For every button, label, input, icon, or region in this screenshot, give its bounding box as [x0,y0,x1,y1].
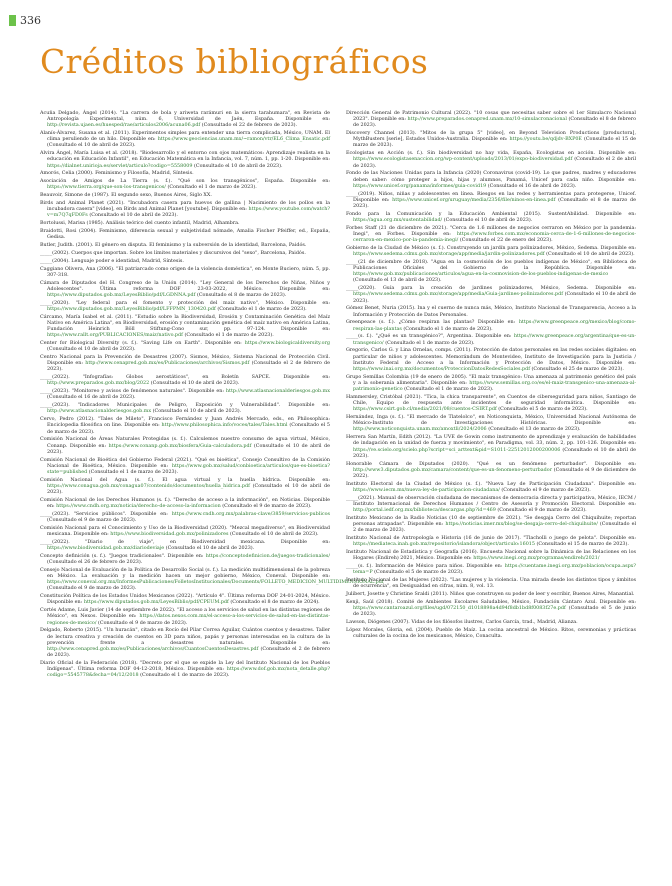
reference-link[interactable]: https://www.diputados.gob.mx/LeyesBiblio/pdf/LFFPMN_130420.pdf [47,306,216,312]
reference-link[interactable]: https://www.coneval.org.mx/InformesPublicaciones/FolletosInstitucionales/Documents/FOLLETO_MEDICION_MULTIDIMENSIONAL.pdf [47,579,384,586]
reference-link[interactable]: https://www.unicef.org/panama/informes/guia-covid19 [353,182,487,189]
reference-link[interactable]: http://www.noticonquista.unam.mx/amoxtli/2024/2006 [353,426,487,433]
reference-entry [346,245,636,257]
reference-link[interactable]: https://www.youtube.com/watch?v=m7Q7qFD0Fs [47,206,330,219]
reference-consulted-note: (Consultado el 9 de marzo de 2023). [501,486,591,493]
reference-consulted-note: (Consultado el 2 de febrero de 2023). [47,645,330,659]
reference-consulted-note: (Consultado el 10 de abril de 2023). [353,291,636,304]
reference-entry [346,374,636,392]
reference-text: Alanís-Álvarez, Susana et al. (2011). Experimentos simples para entender una tierra complicada, México, UNAM. El clima peruliendo de un hilo. Disponible en: [40,130,330,143]
reference-entry [40,416,330,434]
reference-link[interactable]: https://www.greenpeace.org/mexico/blog/como-respiran-las-plantas [353,319,636,332]
reference-entry [40,354,330,372]
reference-text: Caggiano Olivera, Ana (2006). "El patriarcado como origen de la violencia doméstica", en Monte Buciero, núm. 5, pp. 307-318. [40,265,330,278]
reference-text: Birds and Animal Planet (2021). "Incubadora casera para huevos de gallina | Nacimiento de los pollos en la incubadora casera" [video], en Birds and Animal Planet [youtube]. Disponible en: [40,200,330,213]
reference-text: Beauvoir, Simone de (1987). El segundo sexo, Buenos Aires, Siglo XX. [40,192,212,199]
reference-text: Gómez Benet, Nuria (2015). Ina y el cuerno de nunca más, México, Instituto Nacional de Transparencia, Acceso a la Información y Protección de Datos Personales. [346,305,636,318]
reference-consulted-note: (Consultado el 26 de febrero de 2023). [47,559,143,566]
reference-entry [40,593,330,605]
reference-text: Comisión Nacional de los Derechos Humanos (s. f.). "Derecho de acceso a la información", en Noticias. Disponible en: [40,496,330,510]
reference-text: Fondo de las Naciones Unidas para la Infancia (2020) Coronavirus (covid-19). Lo que padres, madres y educadores deben saber: cómo proteger a hijos, hijas y alumnos, Panamá, Unicef para cada niño. Disponible en: [346,170,636,183]
reference-entry [346,211,636,223]
reference-entry [346,130,636,148]
reference-entry [40,150,330,168]
reference-entry [40,314,330,339]
reference-text: Forbes Staff (21 de diciembre de 2021). "Cerca de 1.6 millones de negocios cerraron en México por la pandemia: Inegi", en Forbes. Disponible en: [346,224,636,237]
reference-link[interactable]: http://portal.iedf.org.mx/biblioteca/descargas.php?id=469 [353,506,496,513]
reference-text: Asociación de Amigos de La Tierra (s. f.). "Qué son los transgénicos", España. Disponible en: [40,178,330,185]
reference-link[interactable]: https://www.dof.gob.mx/nota_detalle.php?codigo=5545778&fecha=04/12/2018 [47,666,330,679]
reference-entry [40,539,330,551]
reference-consulted-note: (Consultado el 10 de abril de 2023). [47,482,330,496]
reference-consulted-note: (Consultado el 9 de marzo de 2023). [222,503,312,510]
reference-entry [40,511,330,523]
reference-consulted-note: (Consultado el 2 de febrero de 2023). [47,360,331,373]
reference-entry [346,333,636,345]
reference-text: Hammersley, Cristóbal (2021). "Tica, la chica transparente", en Cuentos de ciberseguridad para niños, Santiago de Chile, Equipo de respuesta ante incidentes de seguridad informática. Disponible en: [346,393,636,407]
reference-link[interactable]: https://www.cndh.org.mx/noticia/derecho-de-acceso-la-informacion [56,503,221,510]
reference-text: Gregorio, Carlos G. y Lina Ornelas, comps. (2011). Protección de datos personales en las redes sociales digitales: en particular de niños y adolescentes. Memorándum de Montevideo, Instituto de Investigación para la Justicia / Instituto Federal de Acceso a la Información y Protección de Datos, México. Disponible en: [346,347,636,366]
reference-text: Comisión Nacional de Bioética del Gobierno Federal (2021). "Qué es bioética", Consejo Consultivo de la Comisión Nacional de Bioética, México. Disponible en: [40,456,330,469]
reference-link[interactable]: https://www.biodiversidad.gob.mx/diariodeviaje [47,545,165,552]
reference-entry [40,280,330,298]
reference-link[interactable]: https://datos.nexos.com.mx/el-acceso-a-los-servicios-de-salud-en-las-distintas-regiones-de-mexico/ [47,613,330,626]
reference-entry [40,497,330,509]
reference-text: _____(2023). "Indicadores Municipales de Peligro, Exposición y Vulnerabilidad". Disponible en: [40,402,330,409]
reference-link[interactable]: https://www.conanp.gob.mx/biosfera/Guia-calculadora.pdf [108,442,252,449]
reference-text: _____(2022). "Diario de viaje", en Biodiversidad mexicana. Disponible en: [40,538,330,545]
reference-consulted-note: (Consultado el 1 de marzo de 2023). [140,672,230,679]
reference-text: Cortés Adame, Luis Javier (14 de septiembre de 2022). "El acceso a los servicios de salud en las distintas regiones de México", en Nexos. Disponible en: [40,607,330,620]
reference-text: Instituto Nacional de las Mujeres (2022). "Las mujeres y la violencia. Una mirada desde los distintos tipos y ámbitos de ocurrencia", en Desigualdad en cifras, núm. 8, vol. 13. [346,576,636,590]
reference-consulted-note: (Consultado el 10 de abril de 2023). [47,442,330,455]
reference-link[interactable]: https://www.biodiversidad.gob.mx/polinizadores [110,531,229,538]
reference-consulted-note: (Consultado el 13 de abril de 2023). [353,277,442,284]
reference-entry [40,170,330,176]
reference-text: _____(2019). Niños, niñas y adolescentes en línea. Riesgos en las redes y herramientas para protegerse, Unicef. Disponible en: [346,190,636,203]
reference-entry [346,150,636,168]
reference-text: Hernández, Inga (s. f.). "El mercado de Tlatelolco", en Noticonquista, México, Universidad Nacional Autónoma de México-Instituto de Investigaciones Históricas. Disponible en: [346,414,636,427]
reference-text: Julibert, Josette y Christine Sraldi (2011). Niños que construyen su poder de leer y escribir, Buenos Aires, Manantial. [346,590,635,597]
reference-consulted-note: (Consultado el 5 de junio de 2023). [353,604,637,618]
reference-link[interactable]: http://www.preparados.gob.mx/blog/2022 [47,380,150,387]
reference-entry [40,607,330,625]
references-column-left [40,110,384,880]
references-columns [40,110,636,880]
reference-link[interactable]: https://www.sedema.cdmx.gob.mx/storage/app/media/Guia-jardines-polinizadores.pdf [353,291,563,298]
reference-link[interactable]: https://ve.scielo.org/scielo.php?script=sci_arttext&pid=S1011-22512012000200006 [353,446,561,453]
reference-consulted-note: (Consultado el 5 de marzo de 2023). [374,569,464,576]
reference-text: Gobierno de la Ciudad de México (s. f.). Construyendo un jardín para polinizadores, México, Sedema. Disponible en: [346,244,636,251]
reference-entry [40,178,330,190]
reference-entry [346,170,636,188]
reference-text: _____(21 de diciembre de 2018). "Agua en la cosmovisión de los pueblos indígenas de México", en Biblioteca de Publicaciones Oficiales del Gobierno de la República. Disponible en: [346,258,636,272]
reference-entry [346,619,636,625]
reference-text: Instituto Mexicano de la Radio Noticias (10 de septiembre de 2021). "Se desgaja Cerro del Chiquihuite; reportan personas atrapadas". Disponible en: [346,514,636,527]
reference-link[interactable]: http://www3.diputados.gob.mx/camara/content/que-es-un-fenomeno-perturbador [353,466,553,473]
reference-consulted-note: (Consultado el 5 de marzo de 2023). [47,422,330,435]
reference-consulted-note: (Consultado el 10 de abril de 2023). [230,531,319,538]
reference-link[interactable]: https://www.sedema.cdmx.gob.mx/storage/app/media/jardin-polinizadores.pdf [353,251,545,258]
reference-entry [346,535,636,547]
reference-entry [40,436,330,454]
reference-entry [346,414,636,432]
reference-text: Comisión Nacional del Agua (s. f.). El agua virtual y la huella hídrica. Disponible en: [40,476,330,483]
reference-text: Greenpeace (s. f.). ¿Cómo respiran las plantas? Disponible en: [346,319,516,326]
reference-entry [346,259,636,284]
reference-text: _____(s. f.). "¿Qué es un transgénico?", Argentina. Disponible en: [346,333,512,340]
reference-entry [40,374,330,386]
reference-text: Comisión Nacional de Áreas Naturales Protegidas (s. f.). Calculemos nuestro consumo de agua virtual, México, Conanp. Disponible en: [40,436,330,449]
reference-entry [346,481,636,493]
reference-entry [40,130,330,148]
reference-entry [40,553,330,565]
reference-entry [40,220,330,226]
reference-consulted-note: (Consultado el 22 de febrero de 2023). [201,122,298,129]
page-header [9,14,41,27]
reference-entry [346,225,636,243]
reference-text: Ecologistas en Acción (s. f.). Sin biodiversidad no hay vida, España, Ecologistas en acción. Disponible en: [346,150,636,157]
reference-text: _____(2004). Lenguaje poder e identidad, Madrid, Síntesis. [40,257,184,264]
reference-link[interactable]: https://www.geociencias.unam.mx/~ramon/vtr/EL6_Clima_Ensatic.pdf [157,136,330,143]
reference-link[interactable]: https://www.forbes.com.mx/economia-cerca-de-1-6-millones-de-negocios-cerraron-en-mexico-por-la-pandemia-inegi/ [353,230,636,244]
reference-entry [40,258,330,264]
reference-text: Concepto definición (s. f.). "Juegos tradicionales". Disponible en: [40,552,204,559]
reference-entry [346,110,636,128]
reference-consulted-note: (Consultado el 15 de marzo de 2023). [536,541,629,548]
reference-consulted-note: (Consultado el 15 de marzo de 2023). [353,136,636,149]
reference-link[interactable]: https://www.csirt.gob.cl/media/2021/08/cuentos-CSIRT.pdf [353,406,497,413]
reference-entry [346,285,636,303]
reference-entry [40,200,330,218]
reference-consulted-note: (Consultado el 10 de abril de 2023). [165,545,255,552]
reference-link[interactable]: https://www.cantaroazul.org/files/ugd/072150_d1018898a4d94f8db1bd8f0083f27e.pdf [353,604,566,611]
reference-entry [346,495,636,513]
reference-link[interactable]: https://www.greenpeace.org/argentina/que-es-un-transgenico/ [353,333,637,346]
reference-link[interactable]: https://www.iecm.mx/nueva-ley-de-participacion-ciudadana/ [353,486,500,493]
reference-consulted-note: (Consultado el 10 de abril de 2023). [152,408,242,415]
reference-consulted-note: (Consultado el 9 de marzo de 2023). [497,506,587,513]
reference-entry [40,192,330,198]
reference-consulted-note: (Consultado el 8 de marzo de 2024). [230,599,320,606]
reference-entry [40,402,330,414]
reference-link[interactable]: https://www.semillas.org.co/es/el-maiz-transgenico-una-amenaza-al-patrimonio-genetico [353,379,636,393]
reference-text: Instituto Nacional de Antropología e Historia (16 de junio de 2017). "Tlacholli o juego de pelota". Disponible en: [346,534,636,541]
reference-entry [40,477,330,495]
reference-consulted-note: (Consultado el 1 de marzo de 2023). [88,468,179,475]
reference-link[interactable]: https://www.ecologistasenaccion.org/wp-content/uploads/2013/01/expo-biodiversidad.pdf [353,156,573,163]
reference-entry [40,660,330,678]
reference-text: Kenji, Saúl (2018). Comité de Ambientes Escolares Saludables, México, Fundación Cántaro Azul. Disponible en: [346,598,636,605]
reference-consulted-note: (Consultado el 10 de abril de 2023). [353,446,636,459]
reference-consulted-note: (Consultado el 8 de marzo de 2023). [353,196,637,209]
reference-entry [40,250,330,256]
reference-entry [346,461,636,479]
reference-text: Comisión Nacional para el Conocimiento y Uso de la Biodiversidad (2020). "Mezcal megadiverso", en Biodiversidad mexicana. Disponible en: [40,524,330,538]
reference-text: Amorós, Celia (2000). Feminismo y Filosofía, Madrid, Síntesis. [40,170,194,177]
reference-text: Center for Biological Diversity (s. f.). "Saving Life on Earth". Disponible en: [40,340,242,347]
page-number: 336 [20,14,41,27]
reference-text: _____(s. f.). Información de México para niños. Disponible en: [346,562,503,569]
reference-entry [40,242,330,248]
reference-link[interactable]: https://www.unicef.org/uruguay/media/2356/file/ninos-en-linea.pdf [392,196,556,203]
reference-link[interactable]: https://dialnet.unirioja.es/servlet/articulo?codigo=5558009 [47,162,193,169]
reference-link[interactable]: https://mediateca.inah.gob.mx/repositorio/islandora/object/articulo:16015 [353,541,535,548]
reference-entry [346,434,636,459]
reference-text: Instituto Electoral de la Ciudad de México (s. f.). "Nueva Ley de Participación Ciudadana". Disponible en: [346,480,636,487]
reference-entry [346,347,636,372]
page-title: Créditos bibliográficos [40,42,429,81]
reference-text: López Morales, Gloria, ed. (2004). Pueblo de Maíz. La cocina ancestral de México. Ritos, ceremonias y prácticas culturales de la cocina de los mexicanos, México, Conaculta. [346,626,636,639]
reference-link[interactable]: https://www.diputados.gob.mx/LeyesBiblio/pdf/LGDNNA.pdf [47,292,196,298]
reference-text: Grupo Semillas Colombia (19 de enero de 2005). "El maíz transgénico: Una amenaza al patrimonio genético del país y a la soberanía alimentaria". Disponible en: [346,373,636,386]
reference-link[interactable]: https://youtu.be/qdjdv-BXP0E [509,136,582,143]
reference-text: Consejo Nacional de Evaluación de la Política de Desarrollo Social (s. f.). La medición multidimensional de la pobreza en México. La evaluación y la medición hacen un mejor gobierno, México, Coneval. Disponible en: [40,566,330,580]
reference-consulted-note: (Consultado el 2 de marzo de 2023). [353,520,637,534]
reference-entry [346,515,636,533]
reference-text: Acuña Delgado, Ángel (2014). "La carrera de bola y ariweta rarámuri en la sierra tarahumara", en Revista de Antropología Experimental, núm. 6, Universidad de Jaén, España. Disponible en: [40,110,330,123]
reference-entry [346,305,636,317]
reference-entry [346,599,636,617]
page-marker [9,15,16,26]
reference-consulted-note: (Consultado el 1 de marzo de 2023). [184,332,274,339]
reference-link[interactable]: https://www.gob.mx/salud/conbioetica/articulos/que-es-bioetica?state=published [47,462,330,475]
reference-entry [346,191,636,209]
reference-consulted-note: (Consultado el 10 de abril de 2023). [546,251,635,258]
reference-consulted-note: (Consultado el 10 de abril de 2023). [194,162,283,169]
reference-consulted-note: (Consultado el 1 de marzo de 2023). [404,386,494,393]
reference-entry [346,577,636,589]
reference-text: Discovery Channel (2013). "Mitos de la grupa 5" [video], en Beyond Television Productions [productora], MythBusters [serie], Estados Unidos-Australia. Disponible en: [346,130,636,143]
reference-entry [40,228,330,240]
reference-text: Braidotti, Rosi (2004). Feminismo, diferencia sexual y subjetividad nómade, Amalia Fischer Pfeiffer, ed., España, Gedisa. [40,228,330,241]
reference-entry [40,525,330,537]
reference-consulted-note: (Consultado el 10 de abril de 2023). [89,212,178,219]
reference-entry [40,300,330,312]
reference-link[interactable]: https://www.biologicaldiversity.org [244,340,330,347]
reference-entry [40,110,330,128]
reference-link[interactable]: https://www.diputados.gob.mx/LeyesBiblio/pdf/CPEUM.pdf [83,599,229,606]
reference-link[interactable]: https://noticias.imer.mx/blog/se-desgaja-cerro-del-chiquihuite/ [445,520,598,527]
reference-consulted-note: (Consultado el 10 de abril de 2023). [47,142,136,149]
references-column-right [346,110,636,880]
reference-link[interactable]: https://www.tierra.org/que-son-los-transgenicos/ [47,184,166,191]
reference-text: Centro Nacional para la Prevención de Desastres (2007). Sismos, México, Sistema Nacional de Protección Civil. Disponible en: [40,354,330,367]
reference-entry [346,394,636,412]
reference-text: _____(2020). Guía para la creación de jardines polinizadores, México, Sedema. Disponible en: [346,285,636,292]
reference-consulted-note: (Consultado el 5 de marzo de 2023). [498,406,588,413]
reference-link[interactable]: https://www.gob.mx/publicaciones/articulos/agua-en-la-cosmovision-de-los-pueblos-indigenas-de-mexico [353,271,609,278]
reference-entry [40,566,384,592]
reference-text: _____(2020). "Ley federal para el fomento y protección del maíz nativo", México. Disponible en: [40,299,330,306]
reference-text: _____(2021). Manual de observación ciudadana de mecanismos de democracia directa y participativa, México, IECM / Instituto Internacional de Derechos Humanos / Centro de Asesoría y Promoción Electoral. Disponible en: [346,494,636,507]
reference-text: Dirección General de Patrimonio Cultural (2022). "10 cosas que necesitas saber sobre el 1er Simulacro Nacional 2023". Disponible en: [346,110,636,123]
reference-link[interactable]: https://www.inegi.org.mx/programas/endireh/2021/ [473,555,600,562]
reference-consulted-note: (Consultado el 1 de marzo de 2023). [167,184,257,191]
reference-link[interactable]: https://www.conagua.gob.mx/conagua07/contenido/documentos/huella_hidrica.pdf [47,482,250,489]
reference-link[interactable]: http://www.preparados.cenapred.unam.mx/10-simulacronacional [407,116,567,123]
reference-link[interactable]: http://www.philosophica.info/voces/tales/Tales.html [161,422,288,429]
reference-link[interactable]: http://www.cenapred.gob.mx/es/Publicaciones/archivos/Sismos.pdf [85,360,250,367]
reference-link[interactable]: http://www.cenapred.gob.mx/es/Publicaciones/archivos/CuantosCuentosDesastres.pdf [47,645,259,652]
reference-text: Cárcamo, María Isabel et al. (2011). "Estudio sobre la Biodiversidad, Erosión y Contaminación Genética del Maíz Nativo en América Latina", en Biodiversidad, erosión y contaminación genética del maíz nativo en América Latina, Fundación Heinrich Böll Stiftung-Cono sur, pp. 97-124. Disponible en: [40,313,330,333]
reference-consulted-note: (Consultado el 8 de febrero de 2023). [353,116,636,129]
reference-entry [40,627,330,658]
reference-text: Bortolussi, Marisa (1985). Análisis teórico del cuento infantil, Madrid, Alhambra. [40,220,240,227]
reference-text: _____(2023). "Servicios públicos". Disponible en: [40,510,168,517]
reference-consulted-note: (Consultado el 8 de marzo de 2023). [196,292,287,298]
reference-text: Honorable Cámara de Diputados (2020). "Qué es un fenómeno perturbador". Disponible en: [346,460,636,467]
reference-consulted-note: (Consultado el 2 de abril de 2023). [353,156,636,169]
reference-text: Herrera San Martín, Edith (2012). "La UVE de Gowin como instrumento de aprendizaje y evaluación de habilidades de indagación en la unidad de fuerza y movimiento", en Paradigma, vol. 33, núm. 2, pp. 101-126. Disponible en: [346,434,636,447]
reference-text: Diario Oficial de la Federación (2018). "Decreto por el que se expide la Ley del Instituto Nacional de los Pueblos Indígenas". Última reforma DOF 04-12-2018, México. Disponible en: [40,659,330,673]
reference-consulted-note: (Consultado el 10 de abril de 2023). [443,216,533,223]
reference-entry [40,388,330,400]
reference-link[interactable]: https://cuentame.inegi.org.mx/poblacion/ocupa.aspx?tema=P [353,562,636,576]
reference-consulted-note: (Consultado el 10 de abril de 2023). [150,380,240,387]
reference-consulted-note: (Consultado el 22 de enero del 2023). [459,237,553,244]
reference-text: _____(2022). "Infografías: Globos aerostáticos", en Boletín SAPCE. Disponible en: [40,374,330,381]
reference-text: Alvira Ángel, María Luisa et al. (2018). "Biodesarrollo y el entorno con ojos matemáticos: Aprendizaje realista en la educación en Educación Infantil", en Educación Matemática en la Infancia, vol. 7, núm. 1, pp. 1-20. Disponible en: [40,150,330,163]
reference-consulted-note: (Consultado el 1 de marzo de 2023). [217,306,307,312]
reference-consulted-note: (Consultado el 10 de abril de 2023). [47,346,136,353]
reference-link[interactable]: https://www.cndh.org.mx/palabras-clave/3859/servicios-publicos [171,510,330,517]
reference-entry [40,266,330,278]
reference-text: Cervo, Pedro (2012). "Tales de Mileto", Francisco Fernández y Juan Andrés Mercado, eds., en Philosophica: Enciclopedia filosófica on line. Disponible en: [40,416,330,429]
reference-link[interactable]: https://agua.org.mx/sustentabilidad/ [353,216,443,223]
reference-entry [346,549,636,561]
reference-consulted-note: (Consultado el 1 de marzo de 2023). [403,325,493,332]
reference-consulted-note: (Consultado el 13 de marzo de 2023). [488,426,581,433]
reference-link[interactable]: http://revista.ujaen.es/huesped/rae/articulos2006/acuna06.pdf [47,122,201,129]
reference-entry [346,591,636,597]
reference-consulted-note: (Consultado el 16 de abril de 2023). [487,182,577,189]
reference-text: _____(2023). "Monitoreo y avisos de fenómenos naturales". Disponible en: [40,388,224,395]
reference-consulted-note: (Consultado el 16 de abril de 2023). [47,394,136,401]
reference-text: Lawson, Diógenes (2007). Vidas de los filósofos ilustres, Carlos García, trad., Madrid, Alianza. [346,618,578,625]
reference-text: Delgado, Roberto (2015). "Un huracán", citado en Rocío del Pilar Correa Aguilar, Cuántos cuentos y desastres. Taller de lectura creativa y creación de cuentos en 3D para niños, papás y personas interesadas en la cultura de la prevención frente a desastres naturales. Disponible en: [40,627,330,646]
reference-link[interactable]: https://www.rallt.org/PUBLICACIONES/maiz/nativo.pdf [47,332,183,339]
reference-link[interactable]: https://www.inai.org.mx/documentos/ProteccionDatosRedesSociales.pdf [353,365,530,372]
reference-consulted-note: (Consultado el 25 de marzo de 2023). [531,365,624,372]
reference-entry [40,457,330,475]
reference-consulted-note: (Consultado el 9 de diciembre de 2022). [353,466,637,479]
reference-consulted-note: (Consultado el 9 de marzo de 2023). [47,517,137,524]
reference-entry [346,563,636,575]
reference-consulted-note: (Consultado el 9 de marzo de 2023). [47,585,137,592]
reference-consulted-note: (Consultado el 1 de marzo de 2023). [385,339,475,346]
reference-link[interactable]: http://www.atlasnacionalderiesgos.gob.mx [47,408,152,415]
reference-entry [40,340,330,352]
reference-entry [346,627,636,639]
reference-text: Cámara de Diputados del H. Congreso de la Unión (2014). "Ley General de los Derechos de Niñas, Niños y Adolescentes". Última reforma DOF 23-03-2022, México. Disponible en: [40,279,330,292]
reference-text: Fondo para la Comunicación y la Educación Ambiental (2015). SustentAbilidad. Disponible en: [346,210,636,217]
reference-text: _____(2002). Cuerpos que importan. Sobre los límites materiales y discursivos del "sexo", Barcelona, Paidós. [40,250,306,256]
reference-text: Constitución Política de los Estados Unidos Mexicanos (2022). "Artículo 4". Última reforma DOF 24-01-2024, México. Disponible en: [40,593,330,606]
reference-consulted-note: (Consultado el 9 de marzo de 2023). [98,619,188,626]
reference-link[interactable]: https://conceptodefinicion.de/juegos-tradicionales/ [205,552,330,559]
reference-link[interactable]: http://www.atlasnacionalderiesgos.gob.mx [225,388,330,395]
reference-text: Instituto Nacional de Estadística y Geografía (2016). Encuesta Nacional sobre la Dinámica de las Relaciones en los Hogares (Endireh) 2021, México. Disponible en: [346,548,636,562]
reference-text: Butler, Judith. (2001). El género en disputa. El feminismo y la subversión de la identidad, Barcelona, Paidós. [40,242,307,249]
reference-entry [346,319,636,331]
